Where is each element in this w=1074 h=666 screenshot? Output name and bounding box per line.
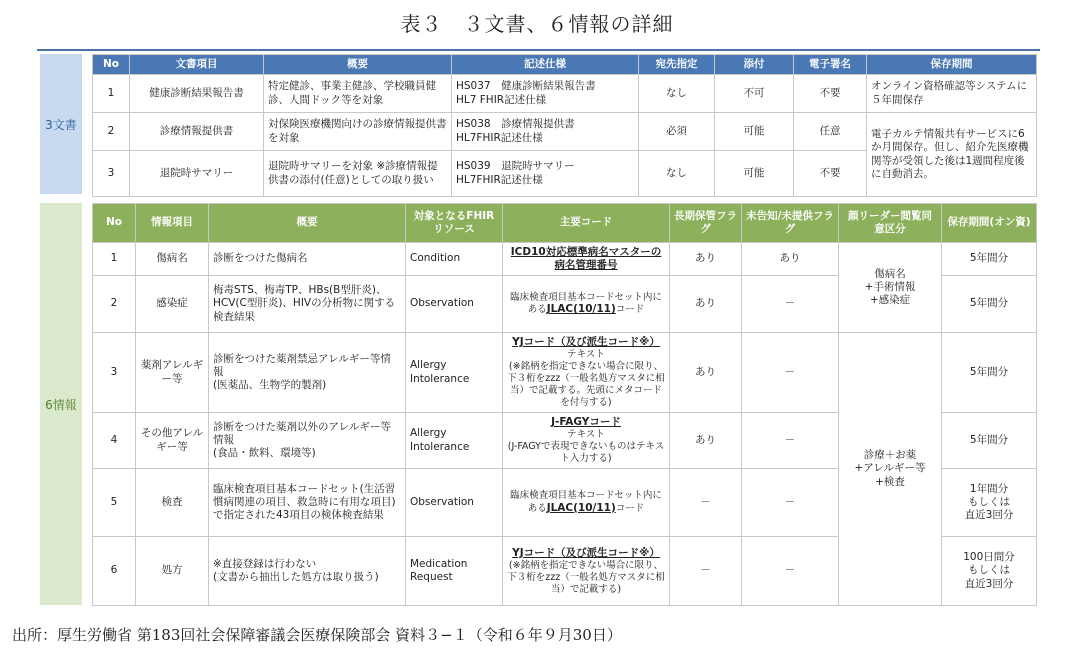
unnotified-flag: － <box>742 276 839 333</box>
title-divider <box>37 49 1040 51</box>
attachment: 可能 <box>715 151 794 197</box>
attachment: 可能 <box>715 113 794 151</box>
information-item: その他アレルギー等 <box>136 413 209 469</box>
main-code <box>503 276 670 333</box>
column-header: 情報項目 <box>136 204 209 243</box>
unnotified-flag: － <box>742 333 839 413</box>
row-number: 6 <box>93 537 136 606</box>
row-number: 4 <box>93 413 136 469</box>
code-name: YJコード（及び派生コード※） <box>512 546 660 559</box>
code-name: YJコード（及び派生コード※） <box>512 336 660 349</box>
main-code <box>503 537 670 606</box>
code-name: J-FAGYコード <box>551 416 621 429</box>
spec <box>452 75 639 113</box>
code-note: テキスト (※銘柄を指定できない場合に限り、下３桁をzzz（一般名処方マスタに相当）で記載する。先頭にメタコードを付与する) <box>507 349 665 408</box>
retention-period: 5年間分 <box>942 413 1037 469</box>
fhir-resource: Observation <box>406 276 503 333</box>
column-header: 対象となるFHIRリソース <box>406 204 503 243</box>
code-note: (※銘柄を指定できない場合に限り、下３桁をzzz（一般名処方マスタに相当）で記載する) <box>507 559 665 595</box>
column-header: 保存期間(オン資) <box>942 204 1037 243</box>
row-number: 1 <box>93 75 130 113</box>
fhir-resource: Allergy Intolerance <box>406 333 503 413</box>
unnotified-flag: あり <box>742 243 839 276</box>
information-item: 感染症 <box>136 276 209 333</box>
information-item: 薬剤アレルギー等 <box>136 333 209 413</box>
unnotified-flag: － <box>742 469 839 537</box>
fhir-resource: Medication Request <box>406 537 503 606</box>
retention-period: 1年間分 もしくは 直近3回分 <box>942 469 1037 537</box>
column-header: 未告知/未提供フラグ <box>742 204 839 243</box>
e-signature: 任意 <box>794 113 867 151</box>
code-note: 臨床検査項目基本コードセット内にある <box>510 490 662 514</box>
long-term-flag: あり <box>670 276 742 333</box>
column-header: No <box>93 55 130 75</box>
code-name: JLAC(10/11) <box>546 501 616 514</box>
row-number: 1 <box>93 243 136 276</box>
code-note: コード <box>615 304 645 316</box>
spec-line: HS039 退院時サマリー <box>456 160 575 173</box>
code-name: JLAC(10/11) <box>546 303 616 316</box>
page-title: 表３ ３文書、６情報の詳細 <box>400 12 674 36</box>
section-label-docs: 3文書 <box>40 54 82 194</box>
retention-period: 100日間分 もしくは 直近3回分 <box>942 537 1037 606</box>
summary: 梅毒STS、梅毒TP、HBs(B型肝炎)、HCV(C型肝炎)、HIVの分析物に関する検査結果 <box>209 276 406 333</box>
column-header: 保存期間 <box>867 55 1037 75</box>
summary: ※直接登録は行わない (文書から抽出した処方は取り扱う) <box>209 537 406 606</box>
column-header: 文書項目 <box>130 55 264 75</box>
row-number: 3 <box>93 333 136 413</box>
information-item: 処方 <box>136 537 209 606</box>
code-note: コード <box>615 502 645 514</box>
unnotified-flag: － <box>742 413 839 469</box>
information-item: 検査 <box>136 469 209 537</box>
summary: 診断をつけた薬剤禁忌アレルギー等情報 (医薬品、生物学的製剤) <box>209 333 406 413</box>
summary: 退院時サマリーを対象 ※診療情報提供書の添付(任意)としての取り扱い <box>264 151 452 197</box>
fhir-resource: Observation <box>406 469 503 537</box>
code-note: テキスト (J-FAGYで表現できないものはテキスト入力する) <box>507 429 665 464</box>
unnotified-flag: － <box>742 537 839 606</box>
summary: 診断をつけた傷病名 <box>209 243 406 276</box>
spec-line: HL7FHIR記述仕様 <box>456 131 543 144</box>
long-term-flag: あり <box>670 413 742 469</box>
retention-period: 5年間分 <box>942 333 1037 413</box>
long-term-flag: － <box>670 469 742 537</box>
document-item: 退院時サマリー <box>130 151 264 197</box>
column-header: 電子署名 <box>794 55 867 75</box>
summary: 臨床検査項目基本コードセット(生活習慣病関連の項目、救急時に有用な項目)で指定された43項目の検体検査結果 <box>209 469 406 537</box>
fhir-resource: Condition <box>406 243 503 276</box>
section-label-info: 6情報 <box>40 203 82 605</box>
spec <box>452 151 639 197</box>
column-header: 記述仕様 <box>452 55 639 75</box>
column-header: No <box>93 204 136 243</box>
summary: 対保険医療機関向けの診療情報提供書を対象 <box>264 113 452 151</box>
summary: 診断をつけた薬剤以外のアレルギー等情報 (食品・飲料、環境等) <box>209 413 406 469</box>
spec <box>452 113 639 151</box>
column-header: 主要コード <box>503 204 670 243</box>
destination: 必須 <box>639 113 715 151</box>
code-note: 臨床検査項目基本コードセット内にある <box>510 291 662 316</box>
column-header: 概要 <box>209 204 406 243</box>
consent-category: 診療＋お薬 +アレルギー等 +検査 <box>839 333 942 606</box>
main-code <box>503 333 670 413</box>
main-code <box>503 469 670 537</box>
e-signature: 不要 <box>794 151 867 197</box>
document-item: 診療情報提供書 <box>130 113 264 151</box>
spec-line: HL7 FHIR記述仕様 <box>456 93 547 106</box>
main-code <box>503 243 670 276</box>
column-header: 顔リーダー閲覧同意区分 <box>839 204 942 243</box>
attachment: 不可 <box>715 75 794 113</box>
e-signature: 不要 <box>794 75 867 113</box>
row-number: 3 <box>93 151 130 197</box>
information-table <box>92 203 1037 606</box>
source-note: 出所：厚生労働省 第183回社会保障審議会医療保険部会 資料３−１（令和６年９月30日） <box>12 626 622 644</box>
spec-line: HS038 診療情報提供書 <box>456 118 575 131</box>
long-term-flag: あり <box>670 243 742 276</box>
spec-line: HL7FHIR記述仕様 <box>456 173 543 186</box>
column-header: 長期保管フラグ <box>670 204 742 243</box>
fhir-resource: Allergy Intolerance <box>406 413 503 469</box>
retention-period: 電子カルテ情報共有サービスに6か月間保存。但し、紹介先医療機関等が受領した後は1週間程度後に自動消去。 <box>867 113 1037 197</box>
code-name: ICD10対応標準病名マスターの病名管理番号 <box>510 245 662 271</box>
retention-period: オンライン資格確認等システムに５年間保存 <box>867 75 1037 113</box>
column-header: 宛先指定 <box>639 55 715 75</box>
destination: なし <box>639 75 715 113</box>
main-code <box>503 413 670 469</box>
column-header: 概要 <box>264 55 452 75</box>
row-number: 2 <box>93 113 130 151</box>
table-row <box>93 243 1037 276</box>
row-number: 5 <box>93 469 136 537</box>
column-header: 添付 <box>715 55 794 75</box>
retention-period: 5年間分 <box>942 243 1037 276</box>
document-item: 健康診断結果報告書 <box>130 75 264 113</box>
row-number: 2 <box>93 276 136 333</box>
retention-period: 5年間分 <box>942 276 1037 333</box>
destination: なし <box>639 151 715 197</box>
consent-category: 傷病名 +手術情報 +感染症 <box>839 243 942 333</box>
table-row <box>93 75 1037 113</box>
documents-table <box>92 54 1037 197</box>
table-row <box>93 333 1037 413</box>
long-term-flag: － <box>670 537 742 606</box>
long-term-flag: あり <box>670 333 742 413</box>
spec-line: HS037 健康診断結果報告書 <box>456 80 596 93</box>
information-item: 傷病名 <box>136 243 209 276</box>
table-row <box>93 113 1037 151</box>
summary: 特定健診、事業主健診、学校職員健診、人間ドック等を対象 <box>264 75 452 113</box>
